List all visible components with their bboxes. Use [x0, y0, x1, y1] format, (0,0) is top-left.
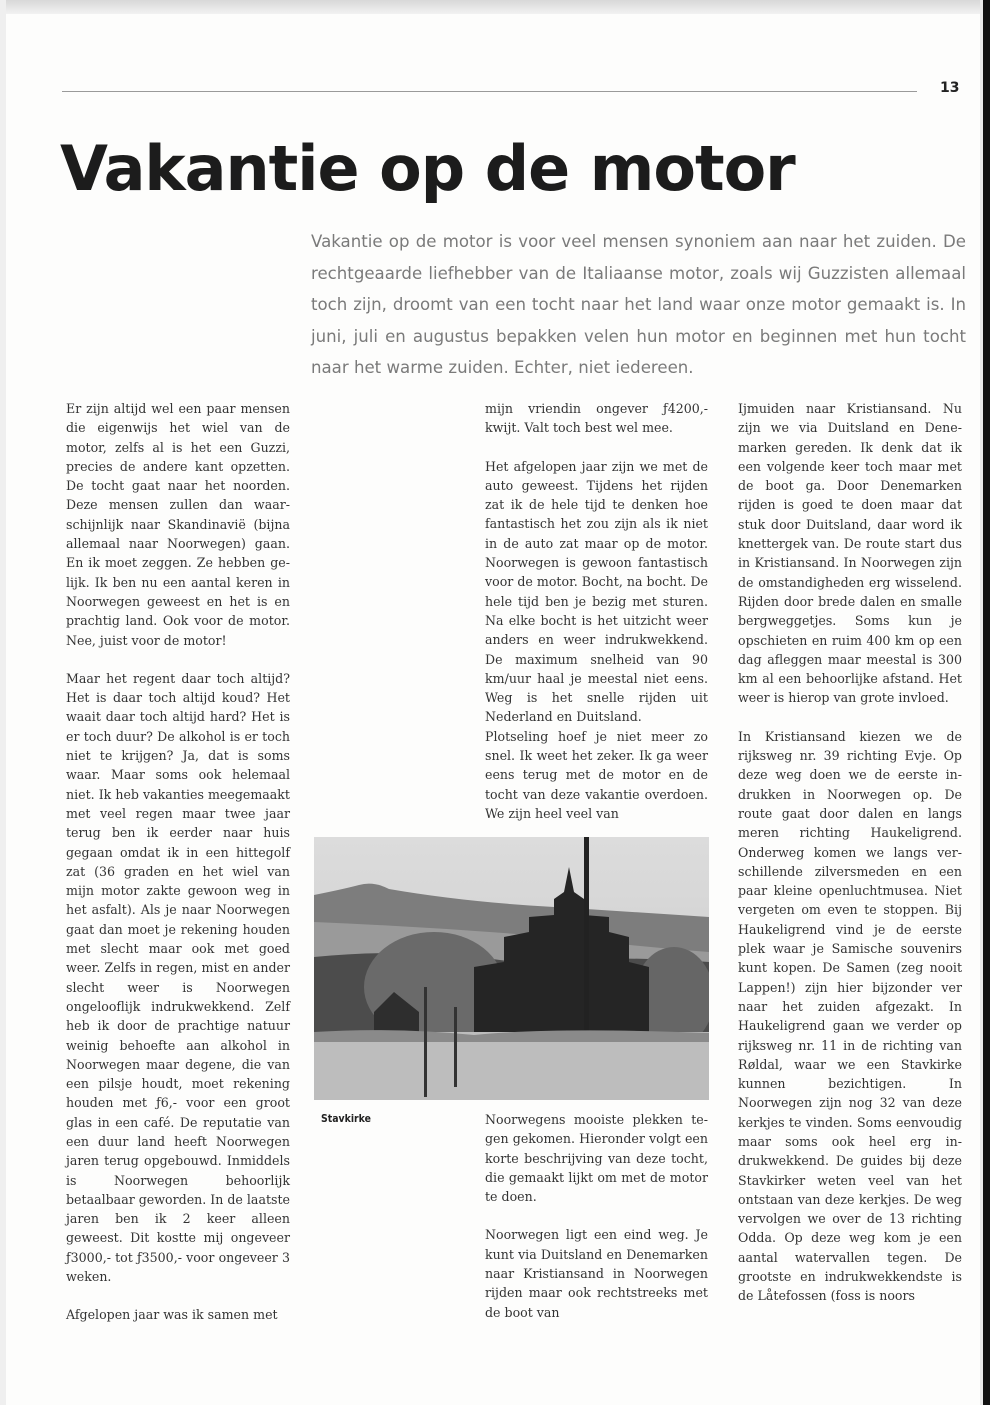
paragraph: Ijmuiden naar Kristiansand. Nu zijn we via Duitsland en Denemarken gereden. Ik denk dat ik een volgende keer toch maar met de boot ga. Door Denemarken rijden is goed te doen maar dat stuk door Duitsland, daar word ik knettergek van. De route start dus in Kristiansand. In Noorwegen zijn de omstandigheden erg wisselend. Rijden door brede dalen en smalle bergweggetjes. Soms kun je opschieten en ruim 400 km op een dag afleggen maar meestal is 300 km al een behoorlijke afstand. Het weer is hierop van grote invloed.: [738, 401, 962, 706]
paragraph: Noorwegens mooiste plekken tegen gekomen. Hieronder volgt een korte beschrijving van deze tocht, die gemaakt lijkt om met de motor te doen.: [485, 1112, 708, 1205]
column-1: [66, 399, 290, 1325]
paragraph: Afgelopen jaar was ik samen met: [66, 1307, 278, 1323]
tree-trunk: [424, 987, 427, 1097]
tree-trunk: [454, 1007, 457, 1087]
column-3: [738, 399, 962, 1306]
paragraph: Het afgelopen jaar zijn we met de auto geweest. Tijdens het rijden zat ik de hele tijd te denken hoe fantastisch het zou zijn als ik niet in de auto zat maar op de motor. Noorwegen is gewoon fantastisch voor de motor. Bocht, na bocht. De hele tijd ben je bezig met sturen. Na elke bocht is het uitzicht weer anders en weer indrukwekkend. De maximum snelheid van 90 km/uur haal je meestal niet eens. Weg is het snelle rijden uit Nederland en Duitsland.: [485, 458, 708, 725]
column-2-top: [485, 399, 708, 823]
scan-top-edge: [0, 0, 990, 14]
page-number: 13: [940, 80, 960, 96]
article-title: Vakantie op de motor: [60, 132, 795, 205]
scan-left-edge: [0, 0, 6, 1405]
paragraph: Noorwegen ligt een eind weg. Je kunt via Duitsland en Denemarken naar Kristiansand in Noorwegen rijden maar ook rechtstreeks met de boot van: [485, 1227, 708, 1320]
photo-caption: Stavkirke: [321, 1112, 371, 1125]
paragraph: Maar het regent daar toch altijd? Het is daar toch altijd koud? Het waait daar toch altijd hard? Het is er toch duur? De alkohol is er toch niet te krijgen? Ja, dat is soms waar. Maar soms ook helemaal niet. Ik heb vakanties meegemaakt met veel regen maar twee jaar terug ben ik eerder naar huis gegaan omdat ik in een hittegolf zat (36 graden en het wiel van mijn motor zakte gewoon weg in het asfalt). Als je naar Noorwegen gaat dan moet je rekening houden met slecht maar ook met goed weer. Zelfs in regen, mist en ander slecht weer is Noorwegen ongelooflijk indrukwekkend. Zelf heb ik door de prachtige natuur weinig behoefte aan alkohol in Noorwegen maar degene, die van een pilsje houdt, moet rekening houden met ƒ6,- voor een groot glas in een café. De reputatie van een duur land heeft Noorwegen jaren terug opgebouwd. Inmiddels is Noorwegen behoorlijk betaalbaar geworden. In de laatste jaren ben ik 2 keer alleen geweest. Dit kostte mij ongeveer ƒ3000,- tot ƒ3500,- voor ongeveer 3 weken.: [66, 670, 290, 1285]
stave-church-image: [314, 837, 709, 1100]
pole: [584, 837, 589, 1062]
header-rule: [62, 91, 917, 92]
scan-right-edge: [983, 0, 990, 1405]
paragraph: Er zijn altijd wel een paar mensen die eigenwijs het wiel van de motor, zelfs al is het een Guzzi, precies de andere kant opzetten. De tocht gaat naar het noorden. Deze mensen zullen dan waarschijnlijk naar Skandinavië (bijna allemaal naar Noorwegen) gaan. En ik moet zeggen. Ze hebben gelijk. Ik ben nu een aantal keren in Noorwegen geweest en het is en prachtig land. Ook voor de motor. Nee, juist voor de motor!: [66, 401, 290, 648]
stavkirke-photo: [314, 837, 709, 1100]
snowy-ground: [314, 1032, 709, 1100]
paragraph: In Kristiansand kiezen we de rijksweg nr. 39 richting Evje. Op deze weg doen we de eerste indrukken in Noorwegen op. De route gaat door dalen en langs meren richting Haukeligrend. Onderweg komen we langs verschillende zilversmeden en een paar kleine openluchtmusea. Niet vergeten om even te stoppen. Bij Haukeligrend vind je de eerste plek waar je Samische souvenirs kunt kopen. De Samen (zeg nooit Lappen!) zijn hier bijzonder ver naar het zuiden afgezakt. In Haukeligrend gaan we verder op rijksweg nr. 11 in de richting van Røldal, waar we een Stavkirke kunnen bezichtigen. In Noorwegen zijn nog 32 van deze kerkjes te vinden. Soms eenvoudig maar soms ook heel erg indrukwekkend. De guides bij deze Stavkirker weten veel van het ontstaan van deze kerkjes. De weg vervolgen we over de 13 richting Odda. Op deze weg kom je een aantal watervallen tegen. De grootste en indrukwekkendste is de Låtefossen (foss is noors: [738, 728, 962, 1304]
article-intro: Vakantie op de motor is voor veel mensen synoniem aan naar het zuiden. De rechtgeaarde liefhebber van de Italiaanse motor, zoals wij Guzzisten allemaal toch zijn, droomt van een tocht naar het land waar onze motor gemaakt is. In juni, juli en augustus bepakken velen hun motor en beginnen met hun tocht naar het warme zuiden. Echter, niet iedereen.: [311, 232, 966, 377]
paragraph: mijn vriendin ongever ƒ4200,- kwijt. Valt toch best wel mee.: [485, 401, 708, 436]
paragraph: Plotseling hoef je niet meer zo snel. Ik weet het zeker. Ik ga weer eens terug met de motor en de tocht van deze vakantie overdoen. We zijn heel veel van: [485, 728, 708, 821]
column-2-bottom: [485, 1110, 708, 1322]
